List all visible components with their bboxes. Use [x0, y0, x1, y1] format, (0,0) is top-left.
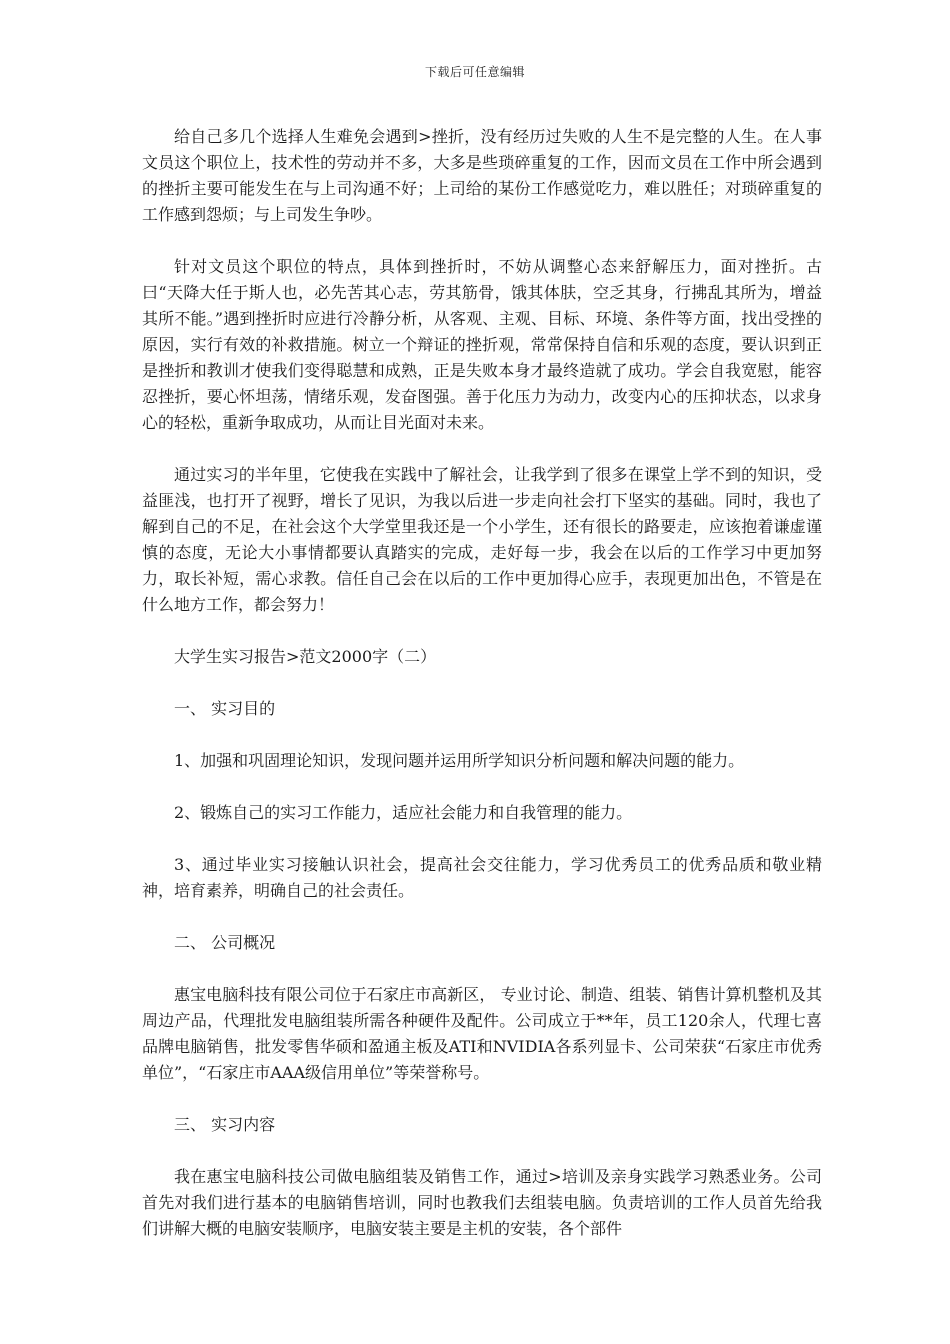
- section-heading-company: 二、 公司概况: [174, 933, 276, 952]
- paragraph-frustration-response: 针对文员这个职位的特点，具体到挫折时，不妨从调整心态来舒解压力，面对挫折。古曰“天降大任于斯人也，必先苦其心志，劳其筋骨，饿其体肤，空乏其身，行拂乱其所为，增益其所不能。”遇到挫折时应进行冷静分析，从客观、主观、目标、环境、条件等方面，找出受挫的原因，实行有效的补救措施。树立一个辩证的挫折观，常常保持自信和乐观的态度，要认识到正是挫折和教训才使我们变得聪慧和成熟，正是失败本身才最终造就了成功。学会自我宽慰，能容忍挫折，要心怀坦荡，情绪乐观，发奋图强。善于化压力为动力，改变内心的压抑状态，以求身心的轻松，重新争取成功，从而让目光面对未来。: [142, 257, 822, 432]
- paragraph-frustration-intro: 给自己多几个选择人生难免会遇到>挫折，没有经历过失败的人生不是完整的人生。在人事文员这个职位上，技术性的劳动并不多，大多是些琐碎重复的工作，因而文员在工作中所会遇到的挫折主要可能发生在与上司沟通不好；上司给的某份工作感觉吃力，难以胜任；对琐碎重复的工作感到怨烦；与上司发生争吵。: [142, 127, 822, 224]
- page-header: 下载后可任意编辑: [424, 65, 525, 79]
- paragraph-internship-content: 我在惠宝电脑科技公司做电脑组装及销售工作，通过>培训及亲身实践学习熟悉业务。公司首先对我们进行基本的电脑销售培训，同时也教我们去组装电脑。负责培训的工作人员首先给我们讲解大概的电脑安装顺序，电脑安装主要是主机的安装，各个部件: [142, 1167, 822, 1238]
- purpose-item-3: 3、通过毕业实习接触认识社会，提高社会交往能力，学习优秀员工的优秀品质和敬业精神，培育素养，明确自己的社会责任。: [142, 855, 822, 900]
- purpose-item-1: 1、加强和巩固理论知识，发现问题并运用所学知识分析问题和解决问题的能力。: [174, 751, 745, 770]
- paragraph-internship-summary: 通过实习的半年里，它使我在实践中了解社会，让我学到了很多在课堂上学不到的知识，受益匪浅，也打开了视野，增长了见识，为我以后进一步走向社会打下坚实的基础。同时，我也了解到自己的不足，在社会这个大学堂里我还是一个小学生，还有很长的路要走，应该抱着谦虚谨慎的态度，无论大小事情都要认真踏实的完成，走好每一步，我会在以后的工作学习中更加努力，取长补短，需心求教。信任自己会在以后的工作中更加得心应手，表现更加出色，不管是在什么地方工作，都会努力！: [142, 465, 822, 614]
- document-body: [142, 124, 822, 1242]
- section-heading-purpose: 一、 实习目的: [174, 699, 276, 718]
- purpose-item-2: 2、锻炼自己的实习工作能力，适应社会能力和自我管理的能力。: [174, 803, 633, 822]
- section-heading-content: 三、 实习内容: [174, 1115, 276, 1134]
- report-title: 大学生实习报告>范文2000字（二）: [174, 647, 437, 666]
- paragraph-company-overview: 惠宝电脑科技有限公司位于石家庄市高新区， 专业讨论、制造、组装、销售计算机整机及其周边产品，代理批发电脑组装所需各种硬件及配件。公司成立于**年，员工120余人，代理七喜品牌电脑销售，批发零售华硕和盈通主板及ATI和NVIDIA各系列显卡、公司荣获“石家庄市优秀单位”，“石家庄市AAA级信用单位”等荣誉称号。: [142, 985, 822, 1082]
